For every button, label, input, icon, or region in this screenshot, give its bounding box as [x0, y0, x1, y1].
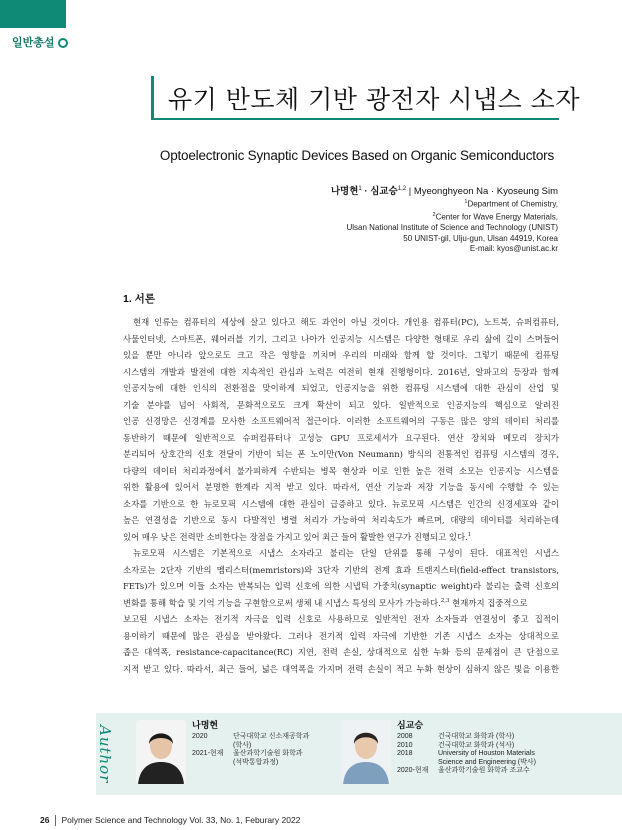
- affiliation-line: [346, 223, 558, 234]
- bio-row: [397, 742, 536, 751]
- body-line: 시스템의 개발과 발전에 대한 지속적인 관심과 노력은 여전히 현재 진행형이다. 2016년, 알파고의 등장과 함께: [123, 366, 559, 377]
- bio-year: [192, 759, 233, 768]
- bio-row: [397, 767, 536, 776]
- author-1-affil-sup: 1: [358, 185, 362, 192]
- bio-year: [192, 742, 233, 751]
- bio-desc: University of Houston Materials: [438, 750, 535, 758]
- body-line-text: 있어 매우 낮은 전력만 소비한다는 장점을 가지고 있어 최근 들어 활발한 연구가 진행되고 있다.: [123, 531, 468, 542]
- body-line: 높은 연결성을 기반으로 동시 다발적인 병렬 처리가 가능하여 처리속도가 빠르며, 대량의 데이터를 처리하는데: [123, 515, 559, 525]
- title-english: Optoelectronic Synaptic Devices Based on Organic Semiconductors: [159, 148, 554, 163]
- affiliation-sup: 2: [432, 212, 436, 219]
- journal-info: Polymer Science and Technology Vol. 33, No. 1, Feburary 2022: [61, 815, 301, 825]
- title-korean: 유기 반도체 기반 광전자 시냅스 소자: [168, 85, 580, 114]
- author-vertical-label: Author: [96, 724, 114, 784]
- body-line: 인공지능에 대한 인식의 전환점을 맞이하게 되었고, 인공지능을 위한 컴퓨팅 시스템에 대한 관심이 산업 및: [123, 383, 559, 393]
- bio-desc: Science and Engineering (박사): [438, 758, 536, 766]
- section-heading: 1. 서론: [123, 293, 155, 305]
- bio-desc: 울산과학기술원 화학과: [233, 750, 303, 758]
- bio-year: 2021-현재: [192, 750, 224, 758]
- circle-bullet-icon: [58, 38, 68, 48]
- author-2-bio: [397, 733, 536, 776]
- corner-accent-block: [0, 0, 66, 28]
- affiliation-text: Ulsan National Institute of Science and Technology (UNIST): [346, 223, 558, 233]
- author-2-photo: [341, 720, 391, 784]
- body-line: 사물인터넷, 스마트폰, 웨어러블 기기, 그리고 나아가 인공지능 시스템은 다양한 형태로 우리 삶에 깊이 스며들어: [123, 333, 559, 344]
- affiliation-line: [346, 244, 558, 255]
- author-divider: |: [406, 186, 414, 197]
- affiliation-line: [346, 197, 558, 210]
- body-line: 다량의 데이터 처리과정에서 불가피하게 수반되는 병목 현상과 이로 인한 높은 전력 소모는 인공지능 시스템을: [123, 465, 559, 476]
- bio-year: 2018: [397, 750, 413, 758]
- body-line-text: 변화를 통해 학습 및 기억 기능을 구현함으로써 생체 내 시냅스 특성의 모사가 가능하다.: [123, 597, 441, 608]
- bio-desc: 건국대학교 화학과 (학사): [438, 733, 515, 740]
- person-portrait-icon: [341, 720, 391, 784]
- affiliation-text: Department of Chemistry,: [467, 199, 558, 209]
- author-2-name-ko: 심교승: [370, 186, 398, 197]
- author-1-name-ko: 나명현: [330, 186, 359, 197]
- bio-desc: 건국대학교 화학과 (석사): [438, 741, 515, 749]
- author-2-affil-sup: 1,2: [397, 185, 407, 192]
- bio-desc: (학사): [233, 741, 252, 749]
- author-separator: ·: [361, 186, 371, 197]
- bio-desc: 울산과학기술원 화학과 조교수: [438, 767, 530, 775]
- email-text: E-mail: kyos@unist.ac.kr: [469, 244, 558, 254]
- section-tag-label: 일반총설: [12, 37, 55, 49]
- body-line-text: 현재까지 집중적으로: [449, 597, 528, 608]
- footer-divider: [55, 815, 56, 826]
- page-footer: [40, 815, 300, 826]
- body-line: FETs)가 있으며 이들 소자는 반복되는 입력 신호에 의한 시냅틱 가중치(synaptic weight)라 불리는 출력 신호의: [123, 581, 559, 591]
- author-1-photo: [136, 720, 186, 784]
- affiliation-line: [346, 210, 558, 223]
- person-portrait-icon: [136, 720, 186, 784]
- bio-row: [192, 733, 309, 742]
- author-2-name: 심교승: [397, 720, 424, 730]
- bio-row: [192, 742, 309, 751]
- affiliation-text: 50 UNIST-gil, Ulju-gun, Ulsan 44919, Korea: [403, 233, 558, 243]
- affiliations: [346, 197, 558, 255]
- body-line: 뉴로모픽 시스템은 기본적으로 시냅스 소자라고 불리는 단일 단위를 통해 구성이 된다. 대표적인 시냅스: [133, 548, 559, 558]
- author-1-bio: [192, 733, 309, 767]
- bio-year: 2020-현재: [397, 767, 429, 775]
- body-line: 분리되어 상호간의 신호 전달이 기반이 되는 폰 노이만(Von Neumann) 방식의 전통적인 컴퓨팅 시스템의 경우,: [123, 449, 559, 459]
- body-line: 위한 활용에 있어서 분명한 한계라 지적 받고 있다. 따라서, 연산 기능과 저장 기능을 동시에 수행할 수 있는: [123, 482, 559, 492]
- bio-year: 2010: [397, 741, 413, 749]
- section-tag: [12, 34, 68, 50]
- body-line: 지적 받고 있다. 따라서, 최근 들어, 넓은 대역폭을 가지며 전력 손실이 적고 누화 현상이 심하지 않은 빛을 이용한: [123, 663, 559, 674]
- author-names-en: Myeonghyeon Na · Kyoseung Sim: [413, 186, 558, 197]
- body-line: 소자로는 2단자 기반의 멤리스터(memristors)와 3단자 기반의 전계 효과 트랜지스터(field-effect transistors,: [123, 564, 559, 575]
- body-line: [123, 529, 559, 546]
- bio-year: 2020: [192, 733, 208, 740]
- bio-desc: 단국대학교 신소재공학과: [233, 733, 310, 740]
- affiliation-line: [346, 234, 558, 245]
- citation-sup: 1: [467, 531, 472, 538]
- body-line: [123, 595, 559, 612]
- body-text: [123, 314, 559, 677]
- bio-row: [192, 750, 309, 759]
- bio-row: [397, 733, 536, 742]
- body-line: 동반하기 때문에 일반적으로 슈퍼컴퓨터나 고성능 GPU 프로세서가 요구된다. 연산 장치와 메모리 장치가: [123, 432, 559, 443]
- affiliation-sup: 1: [464, 199, 468, 205]
- title-underline: [151, 118, 559, 120]
- body-line: 소자를 기반으로 한 뉴로모픽 시스템에 대한 관심이 급증하고 있다. 뉴로모픽 시스템은 인간의 신경세포와 같이: [123, 498, 559, 509]
- citation-sup: 2,3: [440, 597, 450, 604]
- body-line: 있을 뿐만 아니라 앞으로도 크고 작은 영향을 끼치며 우리의 미래와 함께 할 것이다. 그렇기 때문에 컴퓨팅: [123, 350, 559, 360]
- title-accent-bar: [151, 76, 154, 120]
- bio-year: 2008: [397, 733, 413, 740]
- body-line: 용이하기 때문에 많은 관심을 받아왔다. 그러나 전기적 입력 자극에 기반한 기존 시냅스 소자는 상대적으로: [123, 630, 559, 641]
- body-line: 기술 분야를 넘어 사회적, 문화적으로도 크게 확산이 되고 있다. 일반적으로 인공지능의 핵심으로 알려진: [123, 399, 559, 410]
- body-line: 인공 신경망은 신경계를 모사한 소프트웨어적 접근이다. 이러한 소프트웨어의 구동은 많은 양의 데이터 처리를: [123, 416, 559, 426]
- bio-row: [397, 750, 536, 759]
- body-line: 좁은 대역폭, resistance-capacitance(RC) 지연, 전력 손실, 상대적으로 심한 누화 등의 문제점이 큰 단점으로: [123, 647, 559, 657]
- body-line: 보고된 시냅스 소자는 전기적 자극을 입력 신호로 사용하므로 일반적인 전자 소자들과 연결성이 좋고 집적이: [123, 614, 559, 624]
- author-1-name: 나명현: [192, 720, 219, 730]
- page-number: 26: [40, 815, 50, 825]
- bio-row: [192, 759, 309, 768]
- bio-desc: (석박통합과정): [233, 758, 279, 766]
- affiliation-text: Center for Wave Energy Materials,: [435, 212, 558, 222]
- body-line: 현재 인류는 컴퓨터의 세상에 살고 있다고 해도 과언이 아닐 것이다. 개인용 컴퓨터(PC), 노트북, 슈퍼컴퓨터,: [133, 317, 559, 327]
- author-line: [331, 183, 558, 197]
